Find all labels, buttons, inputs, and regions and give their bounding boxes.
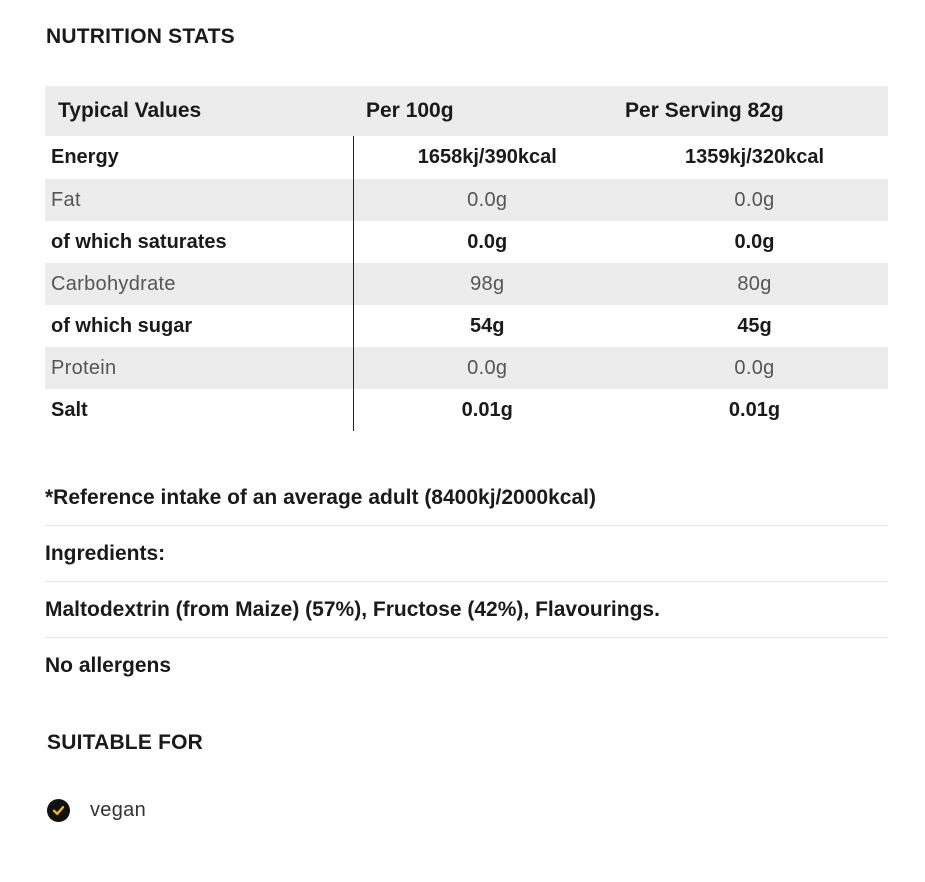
column-header-per-serving: Per Serving 82g (621, 86, 888, 136)
row-label: Fat (45, 179, 353, 221)
table-row-fat (45, 179, 888, 221)
reference-intake-note: *Reference intake of an average adult (8400kj/2000kcal) (45, 470, 888, 526)
check-circle-icon (47, 799, 70, 822)
allergens-text: No allergens (45, 654, 172, 677)
row-value-per-serving: 80g (621, 263, 888, 305)
table-row-salt (45, 389, 888, 431)
nutrition-stats-title: NUTRITION STATS (46, 25, 235, 48)
column-header-per-100g: Per 100g (353, 86, 621, 136)
ingredients-text: Maltodextrin (from Maize) (57%), Fructose (42%), Flavourings. (45, 582, 888, 638)
row-value-per-100g: 0.01g (353, 389, 621, 431)
row-label: of which sugar (45, 305, 353, 347)
row-value-per-serving: 1359kj/320kcal (621, 136, 888, 179)
row-value-per-serving: 0.0g (621, 221, 888, 263)
row-value-per-100g: 0.0g (353, 179, 621, 221)
table-row-sugar (45, 305, 888, 347)
suitable-item-label: vegan (90, 799, 146, 821)
row-value-per-serving: 0.0g (621, 347, 888, 389)
table-row-protein (45, 347, 888, 389)
table-header-row (45, 86, 888, 136)
row-value-per-serving: 0.01g (621, 389, 888, 431)
row-value-per-serving: 0.0g (621, 179, 888, 221)
product-info-list (45, 470, 888, 694)
row-value-per-serving: 45g (621, 305, 888, 347)
table-row-saturates (45, 221, 888, 263)
row-label: Carbohydrate (45, 263, 353, 305)
row-value-per-100g: 0.0g (353, 347, 621, 389)
row-label: Energy (45, 136, 353, 179)
table-row-carbohydrate (45, 263, 888, 305)
suitable-item-vegan (47, 799, 146, 822)
ingredients-label: Ingredients: (45, 526, 888, 582)
table-row-energy (45, 136, 888, 179)
column-header-typical-values: Typical Values (45, 86, 353, 136)
row-label: of which saturates (45, 221, 353, 263)
row-value-per-100g: 0.0g (353, 221, 621, 263)
row-label: Protein (45, 347, 353, 389)
nutrition-table (45, 86, 889, 431)
suitable-for-title: SUITABLE FOR (47, 731, 204, 754)
row-value-per-100g: 98g (353, 263, 621, 305)
row-label: Salt (45, 389, 353, 431)
row-value-per-100g: 54g (353, 305, 621, 347)
row-value-per-100g: 1658kj/390kcal (353, 136, 621, 179)
